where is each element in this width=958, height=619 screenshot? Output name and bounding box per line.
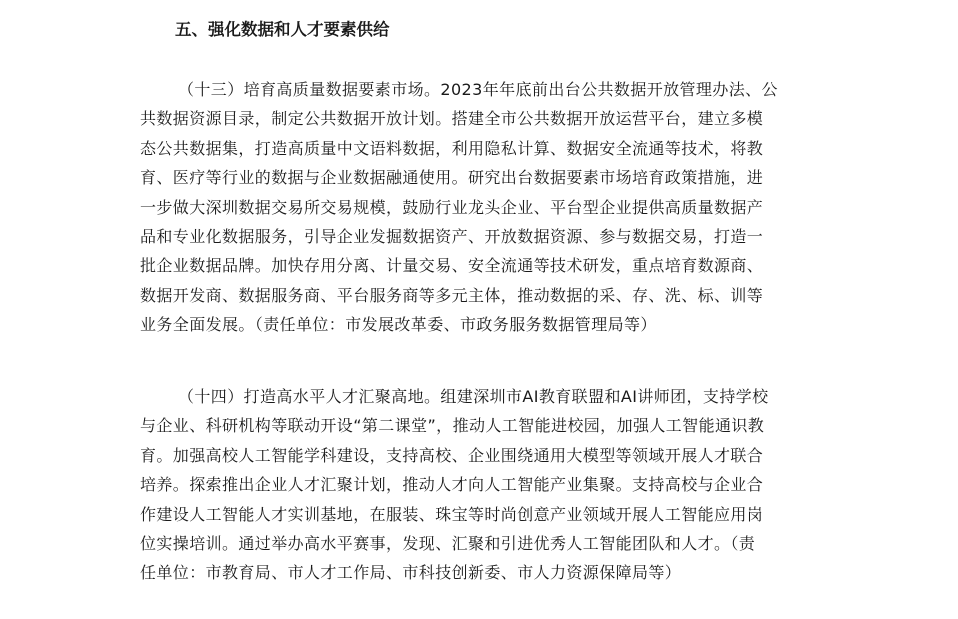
paragraph-line: 数据开发商、数据服务商、平台服务商等多元主体，推动数据的采、存、洗、标、训等 [140, 285, 764, 305]
paragraph-line: 业务全面发展。（责任单位：市发展改革委、市政务服务数据管理局等） [140, 315, 657, 335]
paragraph-line: 育。加强高校人工智能学科建设，支持高校、企业围绕通用大模型等领域开展人才联合 [140, 445, 764, 465]
paragraph-line: （十四）打造高水平人才汇聚高地。组建深圳市AI教育联盟和AI讲师团，支持学校 [178, 387, 769, 406]
paragraph-line: 培养。探索推出企业人才汇聚计划，推动人才向人工智能产业集聚。支持高校与企业合 [140, 475, 764, 495]
paragraph-line: 任单位：市教育局、市人才工作局、市科技创新委、市人力资源保障局等） [140, 563, 682, 583]
section-heading: 五、强化数据和人才要素供给 [175, 20, 390, 39]
paragraph-line: 育、医疗等行业的数据与企业数据融通使用。研究出台数据要素市场培育政策措施，进 [140, 168, 764, 188]
paragraph-line: 态公共数据集，打造高质量中文语料数据，利用隐私计算、数据安全流通等技术，将教 [140, 138, 764, 158]
paragraph-line: 品和专业化数据服务，引导企业发掘数据资产、开放数据资源、参与数据交易，打造一 [140, 226, 764, 246]
paragraph-line: 位实操培训。通过举办高水平赛事，发现、汇聚和引进优秀人工智能团队和人才。（责 [140, 533, 756, 553]
paragraph-line: 共数据资源目录，制定公共数据开放计划。搭建全市公共数据开放运营平台，建立多模 [140, 109, 764, 129]
paragraph-line: 批企业数据品牌。加快存用分离、计量交易、安全流通等技术研发，重点培育数源商、 [140, 256, 764, 276]
paragraph-line: （十三）培育高质量数据要素市场。2023年年底前出台公共数据开放管理办法、公 [178, 80, 778, 99]
paragraph-line: 作建设人工智能人才实训基地，在服装、珠宝等时尚创意产业领域开展人工智能应用岗 [140, 504, 764, 524]
paragraph-14 [140, 382, 820, 588]
paragraph-line: 一步做大深圳数据交易所交易规模，鼓励行业龙头企业、平台型企业提供高质量数据产 [140, 197, 764, 217]
paragraph-line: 与企业、科研机构等联动开设“第二课堂”，推动人工智能进校园，加强人工智能通识教 [140, 416, 765, 436]
paragraph-13 [140, 75, 820, 340]
